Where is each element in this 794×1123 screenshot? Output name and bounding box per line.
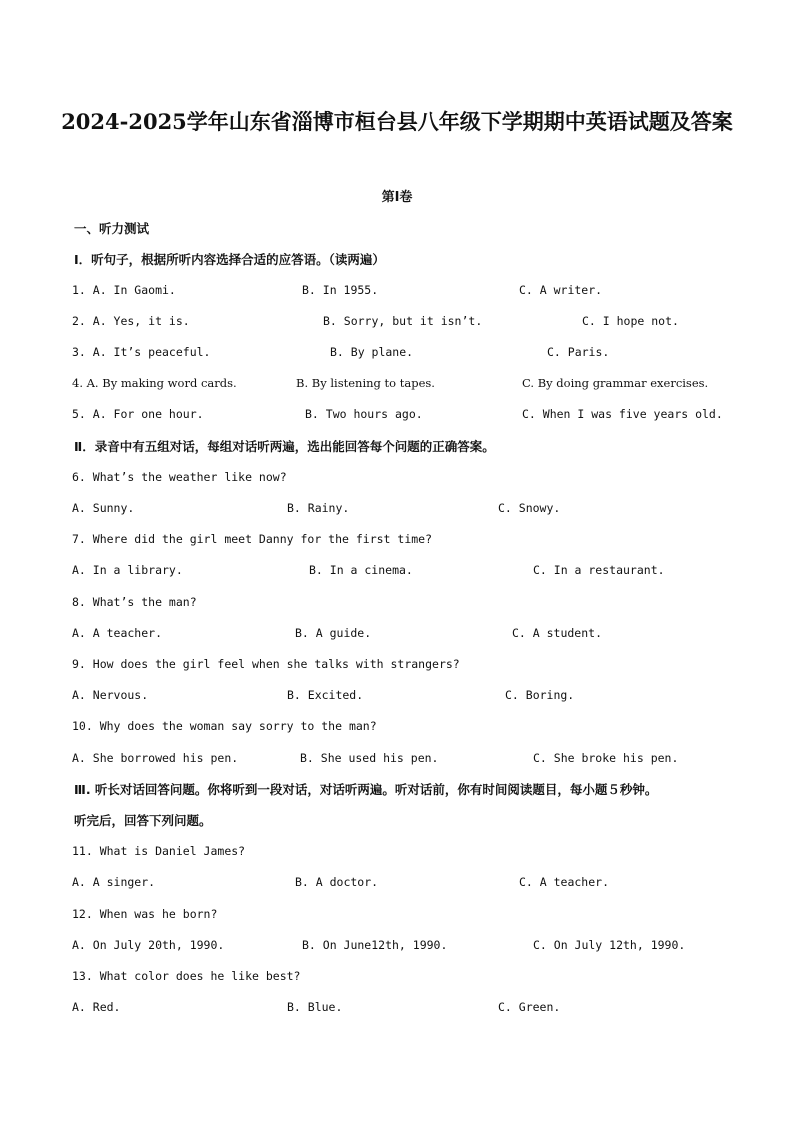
q10-option-c: C. She broke his pen. [533,751,679,765]
q5-option-c: C. When I was five years old. [522,407,723,421]
q6-option-a: A. Sunny. [72,501,135,515]
q9-text: 9. How does the girl feel when she talks with strangers? [72,657,460,671]
q12-option-c: C. On July 12th, 1990. [533,938,686,952]
document-title: 2024-2025学年山东省淄博市桓台县八年级下学期期中英语试题及答案 [61,109,733,134]
q2-option-b: B. Sorry, but it isn’t. [323,314,483,328]
q7-text: 7. Where did the girl meet Danny for the first time? [72,532,433,546]
q5-option-a: 5. A. For one hour. [72,407,204,421]
q6-option-b: B. Rainy. [287,501,350,515]
q12-option-a: A. On July 20th, 1990. [72,938,225,952]
q12-option-b: B. On June12th, 1990. [302,938,448,952]
q4-option-b: B. By listening to tapes. [296,376,435,390]
section3-instruction-line1: Ⅲ. 听长对话回答问题。你将听到一段对话，对话听两遍。听对话前，你有时间阅读题目，每小题５秒钟。 [74,782,658,797]
q7-option-c: C. In a restaurant. [533,563,665,577]
q3-option-b: B. By plane. [330,345,414,359]
volume-label: 第I卷 [381,190,413,205]
section1-instruction: Ⅰ．听句子，根据所听内容选择合适的应答语。（读两遍） [74,252,385,267]
q4-option-a: 4. A. By making word cards. [72,376,237,390]
q8-text: 8. What’s the man? [72,595,197,609]
q11-option-b: B. A doctor. [295,875,379,889]
q10-text: 10. Why does the woman say sorry to the man? [72,719,377,733]
q9-option-b: B. Excited. [287,688,364,702]
section3-instruction-line2: 听完后，回答下列问题。 [74,813,212,828]
q13-option-c: C. Green. [498,1000,561,1014]
q6-option-c: C. Snowy. [498,501,561,515]
q8-option-b: B. A guide. [295,626,372,640]
q2-option-c: C. I hope not. [582,314,679,328]
q10-option-b: B. She used his pen. [300,751,439,765]
q2-option-a: 2. A. Yes, it is. [72,314,190,328]
q5-option-b: B. Two hours ago. [305,407,423,421]
q6-text: 6. What’s the weather like now? [72,470,287,484]
q11-option-c: C. A teacher. [519,875,610,889]
q3-option-a: 3. A. It’s peaceful. [72,345,211,359]
q1-option-c: C. A writer. [519,283,603,297]
q9-option-a: A. Nervous. [72,688,149,702]
q12-text: 12. When was he born? [72,907,218,921]
section2-instruction: Ⅱ．录音中有五组对话，每组对话听两遍，选出能回答每个问题的正确答案。 [74,439,495,454]
q1-option-a: 1. A. In Gaomi. [72,283,176,297]
q4-option-c: C. By doing grammar exercises. [522,376,709,390]
q3-option-c: C. Paris. [547,345,610,359]
q13-option-b: B. Blue. [287,1000,343,1014]
q13-text: 13. What color does he like best? [72,969,301,983]
q7-option-a: A. In a library. [72,563,183,577]
part-heading: 一、听力测试 [74,221,150,236]
q11-text: 11. What is Daniel James? [72,844,246,858]
q1-option-b: B. In 1955. [302,283,379,297]
q10-option-a: A. She borrowed his pen. [72,751,239,765]
q7-option-b: B. In a cinema. [309,563,413,577]
q9-option-c: C. Boring. [505,688,575,702]
q13-option-a: A. Red. [72,1000,121,1014]
q8-option-c: C. A student. [512,626,603,640]
q11-option-a: A. A singer. [72,875,156,889]
q8-option-a: A. A teacher. [72,626,163,640]
